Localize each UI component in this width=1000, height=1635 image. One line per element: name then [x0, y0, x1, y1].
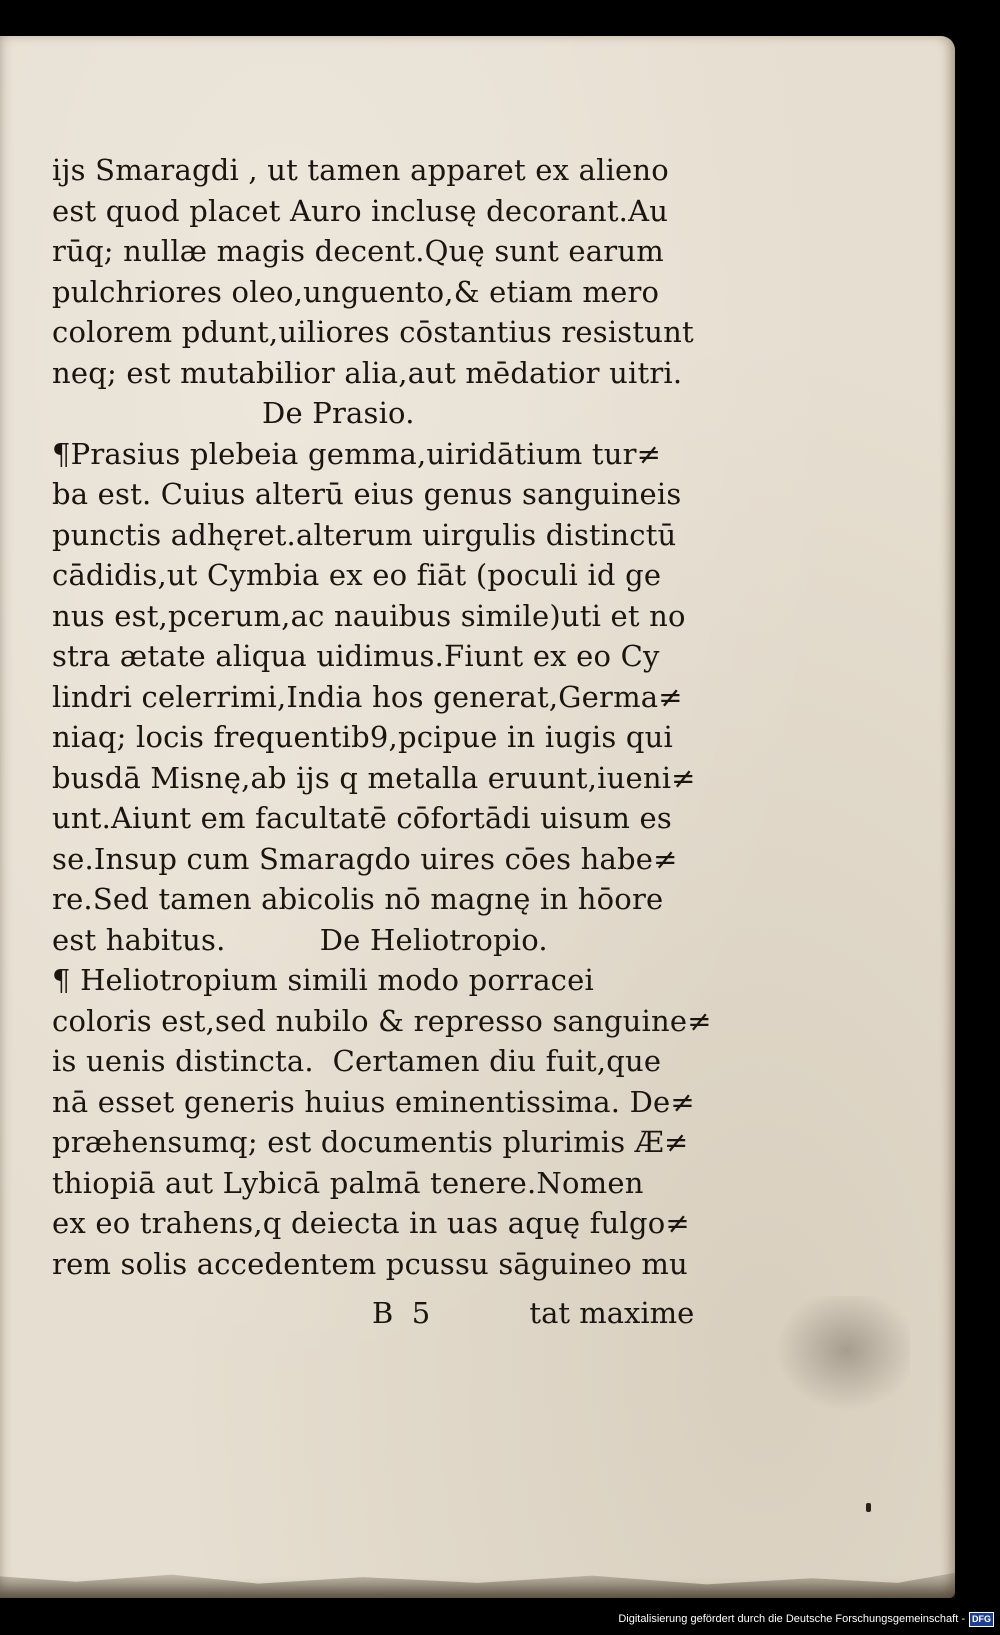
paper-stain: [770, 1296, 910, 1416]
attribution-text: Digitalisierung gefördert durch die Deutsche Forschungsgemeinschaft -: [618, 1613, 965, 1625]
text-line: rūq; nullæ magis decent.Quę sunt earum: [52, 234, 664, 268]
text-line: colorem pdunt,uiliores cōstantius resistunt: [52, 315, 694, 349]
text-line: nā esset generis huius eminentissima. De≠: [52, 1084, 695, 1119]
text-line: re.Sed tamen abicolis nō magnę in hōore: [52, 882, 664, 916]
text-line: ba est. Cuius alterū eius genus sanguineis: [52, 477, 682, 511]
text-block: [52, 150, 712, 1284]
attribution-bar: [618, 1605, 994, 1633]
text-line: est quod placet Auro inclusę decorant.Au: [52, 193, 669, 228]
text-line: rem solis accedentem pcussu sāguineo mu: [52, 1246, 688, 1281]
text-line: coloris est,sed nubilo & represso sanguine≠: [52, 1003, 712, 1038]
text-line: nus est,pcerum,ac nauibus simile)uti et no: [52, 598, 686, 633]
text-line: lindri celerrimi,India hos generat,Germa≠: [52, 679, 683, 714]
text-line: neq; est mutabilior alia,aut mēdatior uitri.: [52, 355, 683, 390]
text-line: thiopiā aut Lybicā palmā tenere.Nomen: [52, 1165, 644, 1200]
text-line-with-heading: est habitus. De Heliotropio.: [52, 922, 548, 957]
text-line: busdā Misnę,ab ijs q metalla eruunt,iueni≠: [52, 760, 696, 795]
text-line: ex eo trahens,q deiecta in uas aquę fulgo≠: [52, 1206, 690, 1240]
text-line: ijs Smaragdi , ut tamen apparet ex alieno: [52, 153, 669, 187]
text-line: pulchriores oleo,unguento,& etiam mero: [52, 274, 660, 309]
text-line: se.Insup cum Smaragdo uires cōes habe≠: [52, 841, 678, 876]
text-line: punctis adhęret.alterum uirgulis distinctū: [52, 517, 677, 552]
text-line: unt.Aiunt em facultatē cōfortādi uisum es: [52, 801, 672, 835]
text-line: is uenis distincta. Certamen diu fuit,que: [52, 1044, 662, 1078]
text-line: præhensumq; est documentis plurimis Æ≠: [52, 1125, 689, 1159]
text-line: stra ætate aliqua uidimus.Fiunt ex eo Cy: [52, 639, 660, 673]
page-bottom-edge: [0, 1562, 955, 1598]
signature-mark: B 5: [372, 1296, 431, 1330]
catchword: tat maxime: [529, 1296, 695, 1330]
section-heading: De Prasio.: [262, 396, 415, 430]
dfg-logo: DFG: [969, 1612, 994, 1627]
text-line: ¶Prasius plebeia gemma,uiridātium tur≠: [52, 436, 662, 471]
text-line: cādidis,ut Cymbia ex eo fiāt (poculi id ge: [52, 558, 662, 592]
text-line: ¶ Heliotropium simili modo porracei: [52, 963, 594, 997]
ink-speck: [866, 1503, 871, 1512]
text-line: niaq; locis frequentib9,pcipue in iugis qui: [52, 720, 674, 754]
page-footer: [372, 1296, 694, 1330]
